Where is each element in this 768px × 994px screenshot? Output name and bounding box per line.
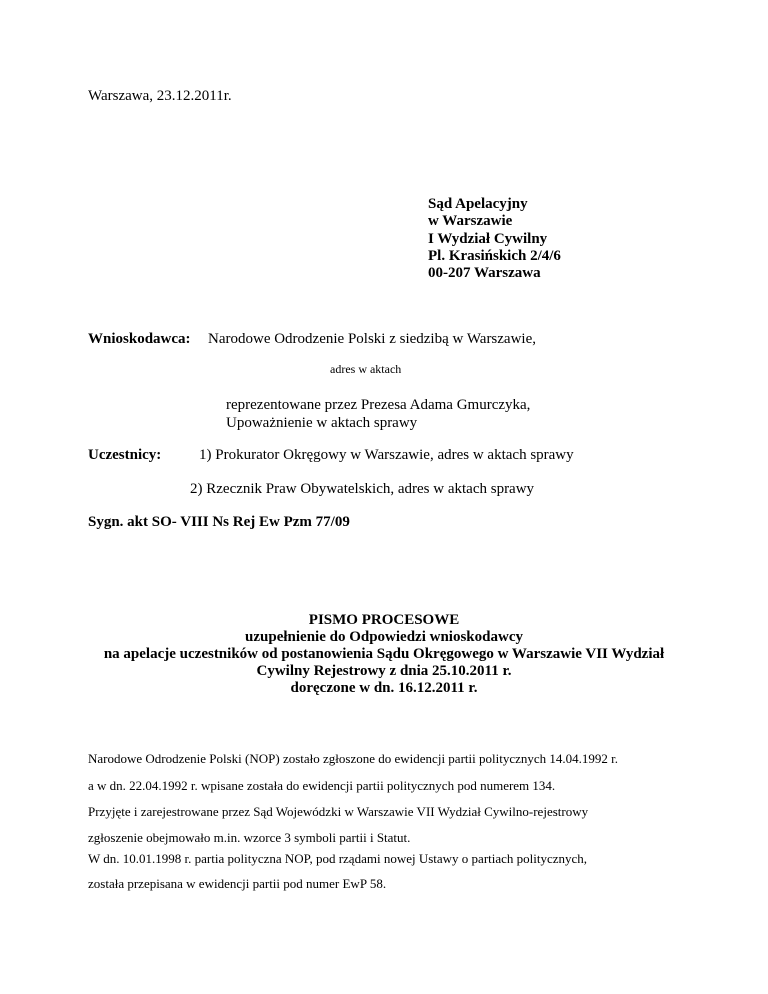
- applicant-representative: reprezentowane przez Prezesa Adama Gmurczyka,: [226, 397, 531, 413]
- title-line-4: Cywilny Rejestrowy z dnia 25.10.2011 r.: [256, 663, 512, 679]
- body-line: zgłoszenie obejmowało m.in. wzorce 3 symboli partii i Statut.: [88, 830, 411, 845]
- body-line: W dn. 10.01.1998 r. partia polityczna NOP, pod rządami nowej Ustawy o partiach politycznych,: [88, 851, 588, 866]
- title-line-3: na apelacje uczestników od postanowienia Sądu Okręgowego w Warszawie VII Wydział: [103, 646, 665, 662]
- title-line-1: PISMO PROCESOWE: [308, 612, 460, 628]
- court-name: Sąd Apelacyjny: [428, 196, 528, 212]
- participant-1: 1) Prokurator Okręgowy w Warszawie, adres w aktach sprawy: [199, 447, 574, 463]
- participants-label: Uczestnicy:: [88, 447, 162, 463]
- court-street: Pl. Krasińskich 2/4/6: [428, 248, 561, 264]
- applicant-authorization: Upoważnienie w aktach sprawy: [226, 415, 418, 431]
- applicant-address: adres w aktach: [330, 362, 402, 376]
- court-city: w Warszawie: [428, 213, 513, 229]
- body-line: Narodowe Odrodzenie Polski (NOP) zostało zgłoszone do ewidencji partii politycznych 14.04.1992 r.: [88, 751, 618, 766]
- place-date: Warszawa, 23.12.2011r.: [88, 88, 232, 104]
- body-line: została przepisana w ewidencji partii pod numer EwP 58.: [88, 876, 387, 891]
- body-line: Przyjęte i zarejestrowane przez Sąd Wojewódzki w Warszawie VII Wydział Cywilno-rejestrowy: [88, 804, 589, 819]
- court-postal: 00-207 Warszawa: [428, 265, 541, 281]
- court-division: I Wydział Cywilny: [428, 231, 548, 247]
- applicant-name: Narodowe Odrodzenie Polski z siedzibą w Warszawie,: [208, 331, 536, 347]
- title-line-2: uzupełnienie do Odpowiedzi wnioskodawcy: [245, 629, 523, 645]
- participant-2: 2) Rzecznik Praw Obywatelskich, adres w aktach sprawy: [190, 481, 535, 497]
- body-line: a w dn. 22.04.1992 r. wpisane została do ewidencji partii politycznych pod numerem 134.: [88, 778, 556, 793]
- title-line-5: doręczone w dn. 16.12.2011 r.: [290, 680, 478, 696]
- case-signature: Sygn. akt SO- VIII Ns Rej Ew Pzm 77/09: [88, 514, 350, 530]
- applicant-label: Wnioskodawca:: [88, 331, 191, 347]
